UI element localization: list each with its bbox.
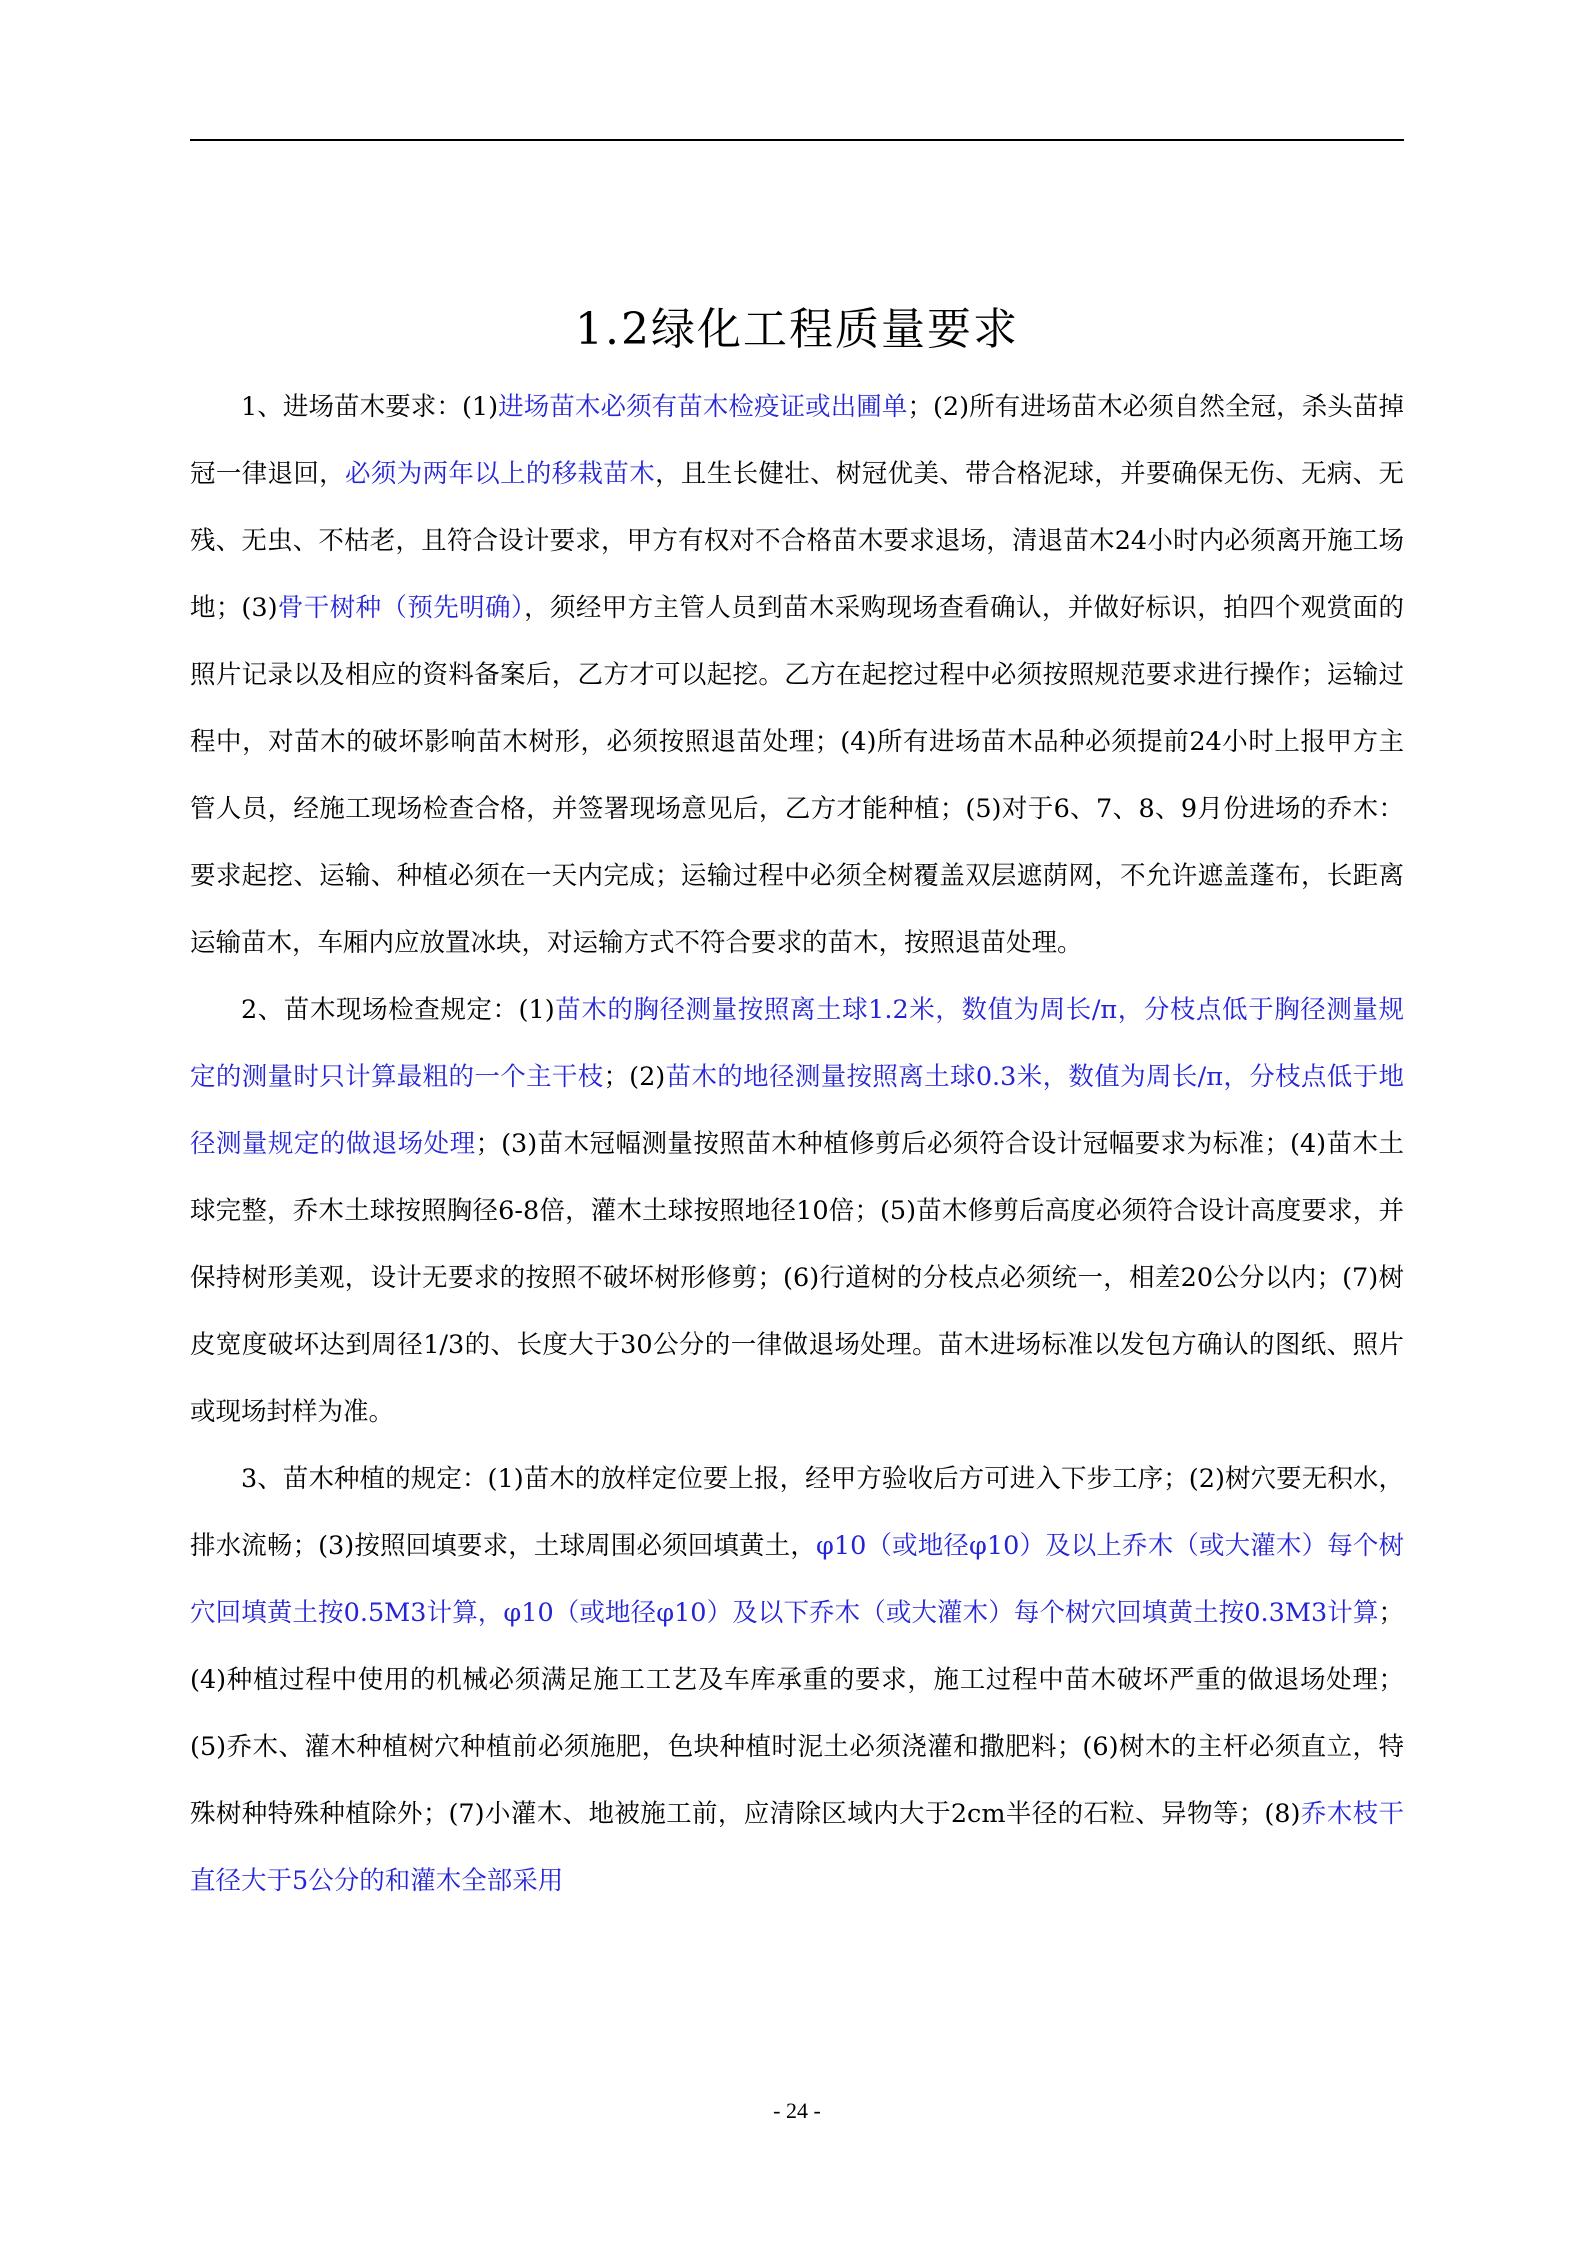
highlighted-text: 乔木枝干直径大于5公分的和灌木全部采用 bbox=[190, 1799, 1404, 1896]
header-rule bbox=[190, 139, 1404, 141]
page-number: - 24 - bbox=[773, 2098, 821, 2123]
highlighted-text: 苗木的胸径测量按照离土球1.2米，数值为周长/π，分枝点低于胸径测量规定的测量时只计算最粗的一个主干枝 bbox=[190, 995, 1405, 1092]
paragraph-site-inspection bbox=[190, 977, 1404, 1446]
highlighted-text: 必须为两年以上的移栽苗木 bbox=[345, 459, 656, 489]
paragraph-planting-rules bbox=[190, 1446, 1404, 1915]
highlighted-text: 苗木的地径测量按照离土球0.3米，数值为周长/π，分枝点低于地径测量规定的做退场处理 bbox=[190, 1062, 1404, 1159]
section-title: 1.2绿化工程质量要求 bbox=[575, 304, 1019, 355]
text-segment: ；(4)种植过程中使用的机械必须满足施工工艺及车库承重的要求，施工过程中苗木破坏严重的做退场处理；(5)乔木、灌木种植树穴种植前必须施肥，色块种植时泥土必须浇灌和撒肥料；(6)树木的主杆必须直立，特殊树种特殊种植除外；(7)小灌木、地被施工前，应清除区域内大于2cm半径的石粒、异物等；(8) bbox=[190, 1598, 1404, 1829]
text-segment: ；(3)苗木冠幅测量按照苗木种植修剪后必须符合设计冠幅要求为标准；(4)苗木土球完整，乔木土球按照胸径6-8倍，灌木土球按照地径10倍；(5)苗木修剪后高度必须符合设计高度要求，并保持树形美观，设计无要求的按照不破坏树形修剪；(6)行道树的分枝点必须统一，相差20公分以内；(7)树皮宽度破坏达到周径1/3的、长度大于30公分的一律做退场处理。苗木进场标准以发包方确认的图纸、照片或现场封样为准。 bbox=[190, 1129, 1404, 1427]
text-segment: ，且生长健壮、树冠优美、带合格泥球，并要确保无伤、无病、无残、无虫、不枯老，且符合设计要求，甲方有权对不合格苗木要求退场，清退苗木24小时内必须离开施工场地；(3) bbox=[190, 459, 1404, 623]
highlighted-text: φ10（或地径φ10）及以上乔木（或大灌木）每个树穴回填黄土按0.5M3计算，φ10（或地径φ10）及以下乔木（或大灌木）每个树穴回填黄土按0.3M3计算 bbox=[190, 1531, 1405, 1628]
text-segment: 1、进场苗木要求：(1) bbox=[241, 392, 499, 422]
text-segment: ；(2) bbox=[603, 1062, 666, 1092]
text-segment: ；(2)所有进场苗木必须自然全冠，杀头苗掉冠一律退回， bbox=[190, 392, 1404, 489]
text-segment: 2、苗木现场检查规定：(1) bbox=[241, 995, 555, 1025]
body-text bbox=[190, 374, 1404, 1915]
text-segment: 3、苗木种植的规定：(1)苗木的放样定位要上报，经甲方验收后方可进入下步工序；(2)树穴要无积水，排水流畅；(3)按照回填要求，土球周围必须回填黄土， bbox=[190, 1464, 1404, 1561]
highlighted-text: 骨干树种（预先明确） bbox=[277, 593, 525, 623]
highlighted-text: 进场苗木必须有苗木检疫证或出圃单 bbox=[498, 392, 908, 422]
paragraph-seedling-entry bbox=[190, 374, 1404, 977]
text-segment: ，须经甲方主管人员到苗木采购现场查看确认，并做好标识，拍四个观赏面的照片记录以及相应的资料备案后，乙方才可以起挖。乙方在起挖过程中必须按照规范要求进行操作；运输过程中，对苗木的破坏影响苗木树形，必须按照退苗处理；(4)所有进场苗木品种必须提前24小时上报甲方主管人员，经施工现场检查合格，并签署现场意见后，乙方才能种植；(5)对于6、7、8、9月份进场的乔木：要求起挖、运输、种植必须在一天内完成；运输过程中必须全树覆盖双层遮荫网，不允许遮盖蓬布，长距离运输苗木，车厢内应放置冰块，对运输方式不符合要求的苗木，按照退苗处理。 bbox=[190, 593, 1404, 958]
